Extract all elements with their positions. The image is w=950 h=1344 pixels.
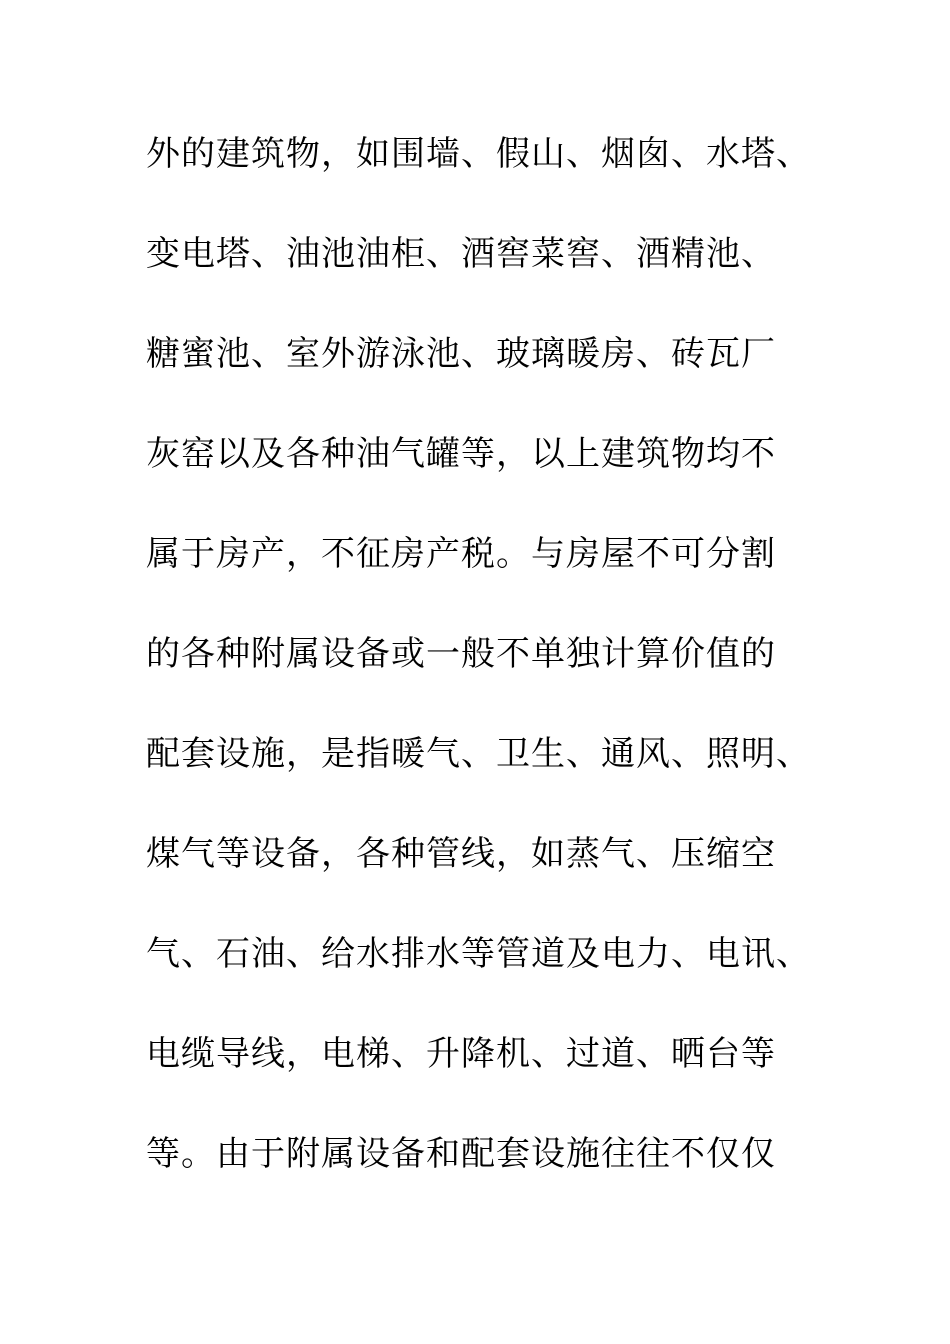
- text-line: 糖蜜池、室外游泳池、玻璃暖房、砖瓦厂: [146, 334, 776, 374]
- text-line: 煤气等设备，各种管线，如蒸气、压缩空: [146, 834, 776, 874]
- text-line: 外的建筑物，如围墙、假山、烟囱、水塔、: [146, 134, 811, 174]
- text-line: 气、石油、给水排水等管道及电力、电讯、: [146, 934, 811, 974]
- body-text: [146, 124, 846, 1224]
- text-line: 灰窑以及各种油气罐等，以上建筑物均不: [146, 434, 776, 474]
- text-line: 电缆导线，电梯、升降机、过道、晒台等: [146, 1034, 776, 1074]
- text-line: 属于房产，不征房产税。与房屋不可分割: [146, 534, 776, 574]
- text-line: 等。由于附属设备和配套设施往往不仅仅: [146, 1134, 776, 1174]
- text-line: 变电塔、油池油柜、酒窖菜窖、酒精池、: [146, 234, 776, 274]
- text-line: 配套设施，是指暖气、卫生、通风、照明、: [146, 734, 811, 774]
- text-line: 的各种附属设备或一般不单独计算价值的: [146, 634, 776, 674]
